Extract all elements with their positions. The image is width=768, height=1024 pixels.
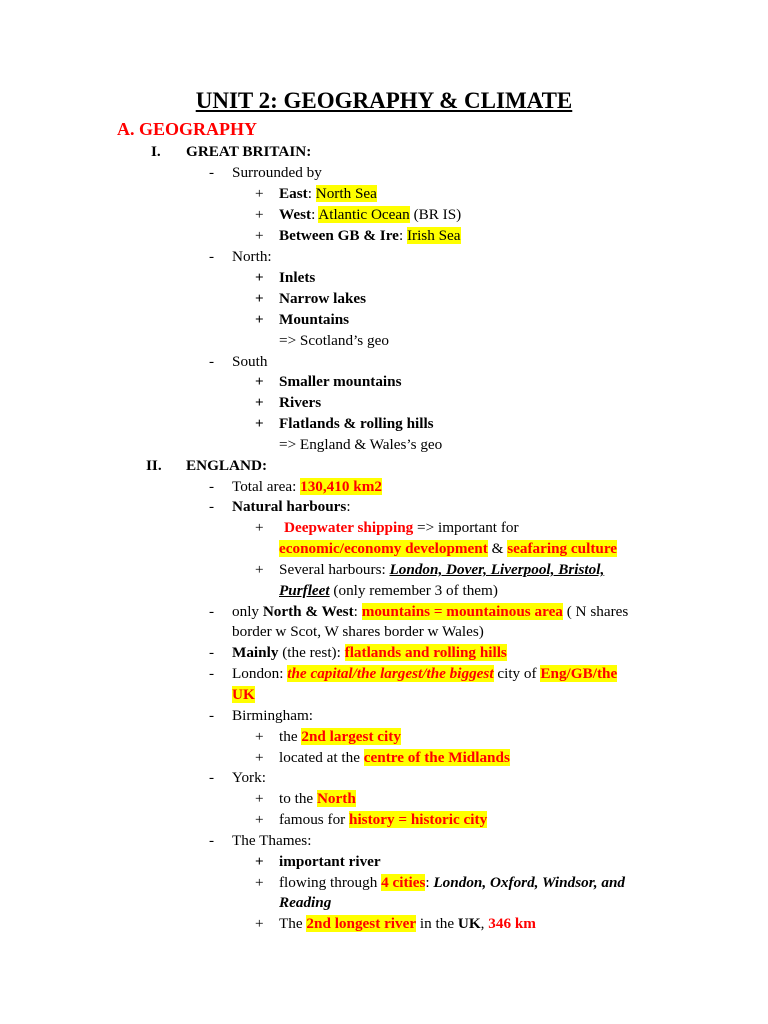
- south-result: => England & Wales’s geo: [279, 436, 443, 453]
- in-the: in the: [416, 915, 458, 932]
- only-3-note: (only remember 3 of them): [329, 582, 498, 599]
- page-title: UNIT 2: GEOGRAPHY & CLIMATE: [195, 88, 573, 113]
- dash-marker: -: [209, 164, 215, 181]
- plus-marker: +: [255, 227, 264, 244]
- plus-marker: +: [255, 853, 264, 870]
- east-value: North Sea: [315, 185, 377, 202]
- comma-sep: ,: [480, 915, 489, 932]
- dash-marker: -: [209, 603, 215, 620]
- thames-label: The Thames:: [232, 832, 312, 849]
- deepwater-label: Deepwater shipping: [284, 519, 414, 536]
- heading-england: ENGLAND:: [186, 457, 268, 474]
- famous-label: famous for: [279, 811, 350, 828]
- midlands-line: [279, 748, 510, 768]
- second-city-line: [279, 727, 401, 747]
- flowing-label: flowing through: [279, 874, 382, 891]
- north-item: Mountains: [279, 311, 350, 328]
- south-item: Smaller mountains: [279, 373, 402, 390]
- york-label: York:: [232, 769, 266, 786]
- mainly-label: Mainly: [232, 644, 279, 661]
- surrounded-label: Surrounded by: [232, 164, 322, 181]
- reading-city: Reading: [279, 894, 332, 911]
- dash-marker: -: [209, 478, 215, 495]
- south-item: Flatlands & rolling hills: [279, 415, 434, 432]
- total-area-label: Total area:: [232, 478, 301, 495]
- plus-marker: +: [255, 811, 264, 828]
- dash-marker: -: [209, 769, 215, 786]
- city-of: city of: [493, 665, 541, 682]
- roman-numeral-1: I.: [151, 143, 161, 160]
- north-item: Narrow lakes: [279, 290, 367, 307]
- plus-marker: +: [255, 185, 264, 202]
- history-value: history = historic city: [349, 811, 488, 828]
- between-label: Between GB & Ire: [279, 227, 399, 244]
- birmingham-label: Birmingham:: [232, 707, 313, 724]
- york-history-line: [279, 810, 487, 830]
- west-note: (BR IS): [413, 206, 462, 223]
- mountains-value: mountains = mountainous area: [361, 603, 563, 620]
- dash-marker: -: [209, 498, 215, 515]
- uk-bold: UK: [457, 915, 481, 932]
- harbour-list: London, Dover, Liverpool, Bristol,: [389, 561, 605, 578]
- london-line: [232, 664, 617, 684]
- river-length: 346 km: [488, 915, 536, 932]
- capital-value: the capital/the largest/the biggest: [287, 665, 494, 682]
- north-west-line: only North & West: mountains = mountainous area ( N shares: [232, 603, 629, 620]
- roman-numeral-2: II.: [146, 457, 162, 474]
- plus-marker: +: [255, 728, 264, 745]
- flowing-line: flowing through 4 cities: London, Oxford, Windsor, and: [279, 874, 625, 891]
- four-cities-value: 4 cities: [381, 874, 426, 891]
- second-city-value: 2nd largest city: [301, 728, 401, 745]
- east-line: East: North Sea: [279, 185, 377, 202]
- west-value: Atlantic Ocean: [318, 206, 410, 223]
- purfleet-line: [279, 581, 498, 601]
- between-line: Between GB & Ire: Irish Sea: [279, 227, 461, 244]
- the-cap: The: [279, 915, 307, 932]
- shares-2: border w Scot, W shares border w Wales): [232, 623, 484, 640]
- dash-marker: -: [209, 665, 215, 682]
- located-label: located at the: [279, 749, 364, 766]
- plus-marker: +: [255, 269, 264, 286]
- several-line: [279, 560, 604, 580]
- longest-river-line: [279, 914, 536, 934]
- plus-marker: +: [255, 915, 264, 932]
- total-area-value: 130,410 km2: [300, 478, 382, 495]
- dash-marker: -: [209, 707, 215, 724]
- harbours-line: Natural harbours:: [232, 498, 351, 515]
- plus-marker: +: [255, 290, 264, 307]
- purfleet: Purfleet: [279, 582, 330, 599]
- dash-marker: -: [209, 832, 215, 849]
- dash-marker: -: [209, 353, 215, 370]
- london-label: London:: [232, 665, 288, 682]
- west-line: West: Atlantic Ocean (BR IS): [279, 206, 462, 223]
- north-west-label: North & West: [262, 603, 354, 620]
- total-area-line: [232, 477, 382, 497]
- uk-value: UK: [232, 686, 255, 703]
- heading-great-britain: GREAT BRITAIN:: [186, 143, 312, 160]
- south-label: South: [232, 353, 268, 370]
- midlands-value: centre of the Midlands: [363, 749, 510, 766]
- shares-1: ( N shares: [562, 603, 629, 620]
- plus-marker: +: [255, 373, 264, 390]
- plus-marker: +: [255, 561, 264, 578]
- uk-line: [232, 685, 255, 705]
- plus-marker: +: [255, 790, 264, 807]
- eng-gb-value: Eng/GB/the: [540, 665, 618, 682]
- amp-sep: &: [487, 540, 508, 557]
- east-label: East: [279, 185, 308, 202]
- mainly-line: [232, 643, 507, 663]
- harbours-label: Natural harbours: [232, 498, 347, 515]
- north-item: Inlets: [279, 269, 316, 286]
- the-word: the: [279, 728, 302, 745]
- deepwater-line: [284, 518, 519, 538]
- york-north-line: [279, 789, 356, 809]
- between-value: Irish Sea: [406, 227, 461, 244]
- plus-marker: +: [255, 519, 264, 536]
- plus-marker: +: [255, 874, 264, 891]
- west-label: West: [279, 206, 312, 223]
- only-word: only: [232, 603, 263, 620]
- north-value: North: [316, 790, 356, 807]
- seafaring-value: seafaring culture: [507, 540, 618, 557]
- plus-marker: +: [255, 311, 264, 328]
- the-rest: (the rest):: [278, 644, 345, 661]
- important-for: => important for: [413, 519, 519, 536]
- important-river: important river: [279, 853, 381, 870]
- econ-value: economic/economy development: [279, 540, 488, 557]
- second-river-value: 2nd longest river: [306, 915, 417, 932]
- econ-line: [279, 539, 617, 559]
- several-label: Several harbours:: [279, 561, 390, 578]
- section-heading-geography: A. GEOGRAPHY: [117, 119, 258, 139]
- plus-marker: +: [255, 394, 264, 411]
- to-the: to the: [279, 790, 317, 807]
- dash-marker: -: [209, 248, 215, 265]
- cities-list: London, Oxford, Windsor, and: [433, 874, 625, 891]
- north-result: => Scotland’s geo: [279, 332, 389, 349]
- plus-marker: +: [255, 206, 264, 223]
- north-label: North:: [232, 248, 272, 265]
- plus-marker: +: [255, 415, 264, 432]
- flatlands-value: flatlands and rolling hills: [344, 644, 507, 661]
- plus-marker: +: [255, 749, 264, 766]
- south-item: Rivers: [279, 394, 322, 411]
- dash-marker: -: [209, 644, 215, 661]
